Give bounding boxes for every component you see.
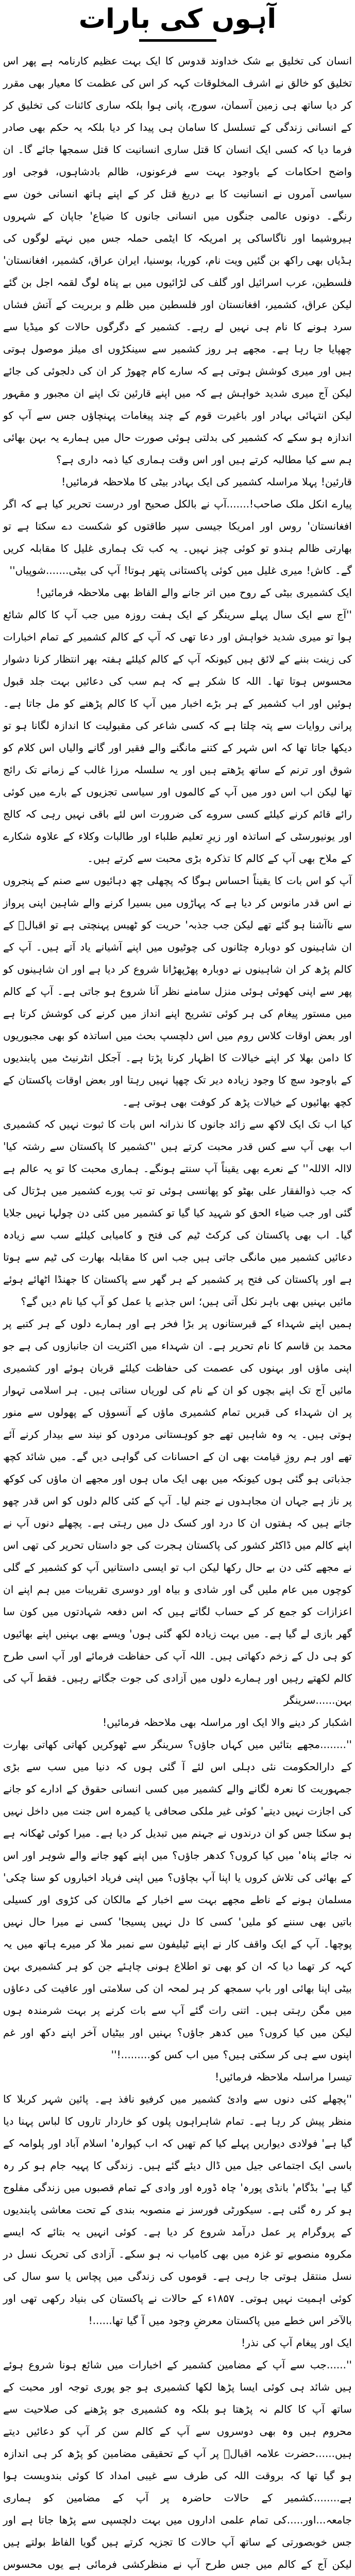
article-body <box>0 42 355 2576</box>
section-lead-line: ایک کشمیری بیٹی کے روح میں اتر جانے والے الفاظ بھی ملاحظہ فرمائیں! <box>36 586 352 599</box>
article-paragraph: ''آج سے ایک سال پہلے سرینگر کے ایک ہفت روزہ میں جب آپ کا کالم شائع ہوا تو میری شدید خواہش اور دعا تھی کہ آپ کے کالم کشمیر کے تمام اخبارات کی زینت بننے کے لائق ہیں کیونکہ آپ کے کالم کیلئے ہفتہ بھر انتظار کرنا دشوار محسوس ہوتا تھا۔ اللہ کا شکر ہے کہ ہم سب کی دعائیں بہت جلد قبول ہوئیں اور اب کشمیر کے ہر بڑے اخبار میں آپ کا کالم پڑھنے کو مل جاتا ہے۔ پرانی روایات سے پتہ چلتا ہے کہ کسی شاعر کی مقبولیت کا اندازہ لگانا ہو تو دیکھا جاتا تھا کہ اس شہر کے کتنے مانگنے والے فقیر اور گانے والیاں اس کلام کو شوق اور ترنم کے ساتھ پڑھتے ہیں اور یہ سلسلہ مرزا غالب کے زمانے تک رائج تھا لیکن اب اس دور میں آپ کے کالموں اور سیاسی تجزیوں کے بارے میں کوئی رائے قائم کرنے کیلئے کسی سروے کی ضرورت اس لئے باقی نہیں رہی کہ کالج اور یونیورسٹی کے اساتذہ اور زیرِ تعلیم طلباء اور طالبات وکلاء کے علاوہ شکارے کے ملاح بھی آپ کے کالم کا تذکرہ بڑی محبت سے کرتے ہیں۔ <box>3 608 352 865</box>
article-header <box>0 0 355 42</box>
article-paragraph: ''......جب سے آپ کے مضامین کشمیر کے اخبارات میں شائع ہونا شروع ہوئے ہیں شائد ہی کوئی ایسا پڑھا لکھا کشمیری ہو جو پوری توجہ اور محبت کے ساتھ آپ کا کالم نہ پڑھتا ہو بلکہ وہ کشمیری جو پڑھنے کی صلاحیت سے محروم ہیں وہ بھی دوسروں سے آپ کے کالم سن کر آپ کو دعائیں دیتے ہیں......حضرت علامہ اقبالؒ پر آپ کے تحقیقی مضامین کو پڑھ کر ہی اندازہ ہو گیا تھا کہ بروقت اللہ کی طرف سے غیبی امداد کا کوئی بندوبست ہوا ہے........کشمیر کے حالات حاضرہ پر آپ کے مضامین کو ہماری جامعہ...اور.....کی تمام علمی اداروں میں بہت دلچسپی سے پڑھا جاتا ہے اور جس خوبصورتی کے ساتھ آپ حالات کا تجزیہ کرتے ہیں گویا الفاظ بولتے ہیں لیکن آج کے کالم میں جس طرح آپ نے منظرکشی فرمائی ہے یوں محسوس <box>3 2359 352 2571</box>
article-paragraph: پیارے انکل ملک صاحب!.......آپ نے بالکل صحیح اور درست تحریر کیا ہے کہ اگر افغانستان' روس اور امریکا جیسی سپر طاقتوں کو شکست دے سکتا ہے تو بھارتی ظالم ہندو تو کوئی چیز نہیں۔ یہ کب تک ہماری غلیل کا مقابلہ کریں گے۔ کاش! میری غلیل میں کوئی پاکستانی پتھر ہوتا! آپ کی بیٹی.......شوپیاں'' <box>3 498 352 577</box>
article-paragraph: ''پچھلے کئی دنوں سے وادیٔ کشمیر میں کرفیو نافذ ہے۔ پائین شہر کربلا کا منظر پیش کر رہا ہے۔ تمام شاہراہوں پلوں کو خاردار تاروں کا لباس پہنا دیا گیا ہے' فولادی دیواریں پہلے کیا کم تھیں کہ اب کپوارہ' اسلام آباد اور پلوامہ کے باسی ایک اجتماعی جیل میں ڈال دیئے گئے ہیں۔ زندگی کا پہیہ جام ہو کر رہ گیا ہے' بڈگام' بانڈی پورہ' چاہ ڈورہ اور وادی کے تمام قصبوں میں زندگی مفلوج ہو کر رہ گئی ہے۔ سیکورٹی فورسز نے منصوبہ بندی کے تحت معاشی پابندیوں کے پروگرام پر عمل درآمد شروع کر دیا ہے۔ کوئی انہیں یہ بتائے کہ ایسے مکروہ منصوبے تو غزہ میں بھی کامیاب نہ ہو سکے۔ آزادی کی تحریک نسل در نسل منتقل ہوتی جا رہی ہے۔ قوموں کی زندگی میں پچاس یا سو سال کی کوئی اہمیت نہیں ہوتی۔ ۱۸۵۷ء کے حالات نے پاکستان کی بنیاد رکھی تھی اور بالآخر اس خطے میں پاکستان معرضِ وجود میں آ گیا تھا......! <box>3 2093 352 2327</box>
article-paragraph: ہمیں اپنے شہداء کے قبرستانوں پر بڑا فخر ہے اور ہمارے دلوں کے ہر کتبے پر محمد بن قاسم کا نام تحریر ہے۔ ان شہداء میں اکثریت ان جانبازوں کی ہے جو اپنی ماؤں اور بہنوں کی عصمت کی حفاظت کیلئے قربان ہوئے اور کشمیری مائیں آج تک اپنے بچوں کو ان کے نام کی لوریاں سناتی ہیں۔ ہر اسلامی تہوار پر ان شہداء کی قبریں تمام کشمیری ماؤں کے آنسوؤں کے پھولوں سے منور ہوتی ہیں۔ یہ وہ شاہیں تھے جو کوہستانی مردوں کو نیند سے بیدار کرنے آئے تھے اور ہم روزِ قیامت بھی ان کے احسانات کی گواہی دیں گے۔ میں شائد کچھ جذباتی ہو گئی ہوں کیونکہ میں بھی ایک ماں ہوں اور مجھے ان ماؤں کی کوکھ پر ناز ہے جہاں ان مجاہدوں نے جنم لیا۔ آپ کے کئی کالم دلوں کو اس قدر چھو جاتے ہیں کہ ہفتوں ان کا درد اور کسک دل میں رہتی ہے۔ پچھلے دنوں آپ نے اپنے کالم میں ڈاکٹر کشور کی پاکستان ہجرت کی جو داستاں تحریر کی تھی اس نے مجھے کئی دن بے حال رکھا لیکن اب تو ایسی داستانیں آپ کو کشمیر کے گلی کوچوں میں عام ملیں گی اور شادی و بیاہ اور دوسری تقریبات میں ہم اپنے ان اعزازات کو جمع کر کے حساب لگاتے ہیں کہ اس دفعہ شہادتوں میں کون سا گھر بازی لے گیا ہے۔ میں بہت زیادہ لکھ گئی ہوں' ویسے بھی بہنیں اپنے بھائیوں کو ہی دل کے زخم دکھاتی ہیں۔ اللہ آپ کی حفاظت فرمائے اور آپ اسی طرح کالم لکھتے رہیں اور ہمارے دلوں میں آزادی کی جوت جگاتے رہیں۔ فقط آپ کی بہن......سرینگر <box>3 1317 352 1707</box>
article-title: آہوں کی بارات <box>78 4 277 35</box>
article-paragraph: آپ کو اس بات کا یقیناً احساس ہوگا کہ پچھلی چھ دہائیوں سے صنم کے پنجروں نے اس قدر مانوس کر دیا ہے کہ پہاڑوں میں بسیرا کرنے والے شاہین اپنی پرواز سے ناآشنا ہو گئے تھے لیکن جب جذبہ' حریت کو ٹھیس پہنچتی ہے تو اقبالؒ کے ان شاہینوں کو دوبارہ چٹانوں کی چوٹیوں میں اپنے آشیانے یاد آتے ہیں۔ آپ کے کالم پڑھ کر ان شاہینوں نے دوبارہ پھڑپھڑانا شروع کر دیا ہے اور ان شاہینوں کو پھر سے اپنی کھوئی ہوئی منزل سامنے نظر آنا شروع ہو جاتی ہے۔ آپ کے کالم میں مستور پیغام کی ہر کوئی تشریح اپنے انداز میں کرنے کی کوشش کرتا ہے اور بعض اوقات کلاس روم میں اس دلچسپ بحث میں اساتذہ کو بھی مجبوریوں کا دامن بھلا کر اپنے خیالات کا اظہار کرنا پڑتا ہے۔ آجکل انٹرنیٹ میں پابندیوں کے باوجود سچ کا وجود زیادہ دیر تک چھپا نہیں رہتا اور بعض اوقات پاکستان کے کچھ بھائیوں کے خیالات پڑھ کر کوفت بھی ہوتی ہے۔ <box>3 874 352 1109</box>
section-lead-line: ایک اور پیغام آپ کی نذر! <box>241 2336 352 2349</box>
article-paragraph: انسان کی تخلیق بے شک خداوند قدوس کا ایک بہت عظیم کارنامہ ہے پھر اس تخلیق کو خالق نے اشرف المخلوقات کہہ کر اس کی عظمت کا معیار بھی مقرر کر دیا ساتھ ہی زمین آسمان، سورج، پانی ہوا بلکہ ساری کائنات کی تخلیق کر کے انسانی زندگی کے تسلسل کا سامان ہی پیدا کر دیا بلکہ یہ حکم بھی صادر فرما دیا کہ کسی ایک انسان کا قتل ساری انسانیت کا قتل سمجھا جائے گا۔ ان واضح احکامات کے باوجود بہت سے فرعونوں، ظالم بادشاہوں، فوجی اور سیاسی آمروں نے انسانیت کا بے دریغ قتل کر کے اپنے ہاتھ انسانی خون سے رنگے۔ دونوں عالمی جنگوں میں انسانی جانوں کا ضیاع' جاپان کے شہروں ہیروشیما اور ناگاساکی پر امریکہ کا ایٹمی حملہ جس میں نہتے لوگوں کی ہڈیاں بھی راکھ بن گئیں ویت نام، کوریا، بوسنیا، ایران عراق، کشمیر، افغانستان' فلسطین، عرب اسرائیل اور گلف کی لڑائیوں میں بے پناہ لوگ لقمہ اجل بن گئے لیکن عراق، کشمیر، افغانستان اور فلسطین میں ظلم و بربریت کے آتش فشاں سرد ہونے کا نام ہی نہیں لے رہے۔ کشمیر کے دگرگوں حالات کو میڈیا سے چھپایا جا رہا ہے۔ مجھے ہر روز کشمیر سے سینکڑوں ای میلز موصول ہوتی ہیں اور میری کوشش ہوتی ہے کہ سارے کام چھوڑ کر ان کی دلجوئی کی جائے لیکن آج میری شدید خواہش ہے کہ میں اپنے قارئین تک اپنے ان مجبور و مقہور لیکن انتہائی بہادر اور باغیرت قوم کے چند پیغامات پہنچاؤں جس سے آپ کو اندازہ ہو سکے کہ کشمیر کی بدلتی ہوئی صورت حال میں ہمارے یہ بہن بھائی ہم سے کیا مطالبہ کرتے ہیں اور اس وقت ہماری کیا ذمہ داری ہے؟ <box>3 55 352 466</box>
section-lead-line: قارئین! پہلا مراسلہ کشمیر کی ایک بہادر بیٹی کا ملاحظہ فرمائیں! <box>61 476 352 488</box>
section-lead-line: اشکبار کر دینے والا ایک اور مراسلہ بھی ملاحظہ فرمائیں! <box>103 1716 352 1729</box>
article-paragraph: ''........مجھے بتائیں میں کہاں جاؤں؟ سرینگر سے ٹھوکریں کھاتی کھاتی بھارت کے دارالحکومت نئی دہلی اس لئے آ گئی ہوں کہ دنیا میں سب سے بڑی جمہوریت کا نعرہ لگانے والے کشمیر میں کسی انسانی حقوق کے ادارے کو جانے کی اجازت نہیں دیتے' کوئی غیر ملکی صحافی یا کیمرہ اس جنت میں داخل نہیں ہو سکتا جس کو ان درندوں نے جہنم میں تبدیل کر دیا ہے۔ میرا کوئی ٹھکانہ ہے نہ جائے پناہ' میں کیا کروں؟ کدھر جاؤں؟ میں اپنے کھو جانے والے شوہر اور اس کے بھائی کی تلاش کروں یا اپنا آپ بچاؤں؟ میں اپنی فریاد اخباروں کو سنا چکی' مسلمان ہونے کے ناطے مجھے بہت سے اخبار کے مالکان کی کڑوی اور کسیلی باتیں بھی سننے کو ملیں' کسی کا دل نہیں پسیجا' کسی نے میرا حال نہیں پوچھا۔ آپ کے ایک واقف کار نے اپنے ٹیلیفون سے نمبر ملا کر میرے ہاتھ میں یہ کہہ کر تھما دیا کہ ان کو بھی تو اطلاع ہونی چاہئے جن کو ہر کشمیری بہن بیٹی اپنا بھائی اور باپ سمجھ کر ہر لمحہ ان کی سلامتی اور عافیت کی دعاؤں میں مگن رہتی ہیں۔ اتنی رات گئے آپ سے بات کرنے پر بہت شرمندہ ہوں لیکن میں کیا کروں؟ میں کدھر جاؤں؟ بہنیں اور بیٹیاں آخر اپنے دکھ اور غم اپنوں سے ہی کر سکتی ہیں؟ میں اب کس کو.........!'' <box>3 1738 352 2061</box>
article-paragraph: کیا اب تک ایک لاکھ سے زائد جانوں کا نذرانہ اس بات کا ثبوت نہیں کہ کشمیری اب بھی آپ سے کس قدر محبت کرتے ہیں ''کشمیر کا پاکستان سے رشتہ کیا' لاالہ الاللہ'' کے نعرے بھی یقیناً آپ سنتے ہونگے۔ ہماری محبت کا تو یہ عالم ہے کہ جب ذوالفقار علی بھٹو کو پھانسی ہوئی تو تب پورے کشمیر میں ہڑتال کی گئی اور جب ضیاء الحق کو شہید کیا گیا تو کشمیر میں کئی دن چولہا نہیں جلایا گیا۔ اب بھی پاکستان کی کرکٹ ٹیم کی فتح و کامیابی کیلئے سب سے زیادہ دعائیں کشمیر میں مانگی جاتی ہیں جب اس کا مقابلہ بھارت کی ٹیم سے ہوتا ہے اور پاکستان کی فتح پر کشمیر کے ہر گھر سے پاکستان کا جھنڈا اٹھائے ہوئے مائیں بہنیں بھی باہر نکل آتی ہیں؛ اس جذبے یا عمل کو آپ کیا نام دیں گے؟ <box>3 1118 352 1308</box>
section-lead-line: تیسرا مراسلہ ملاحظہ فرمائیں! <box>215 2071 352 2083</box>
